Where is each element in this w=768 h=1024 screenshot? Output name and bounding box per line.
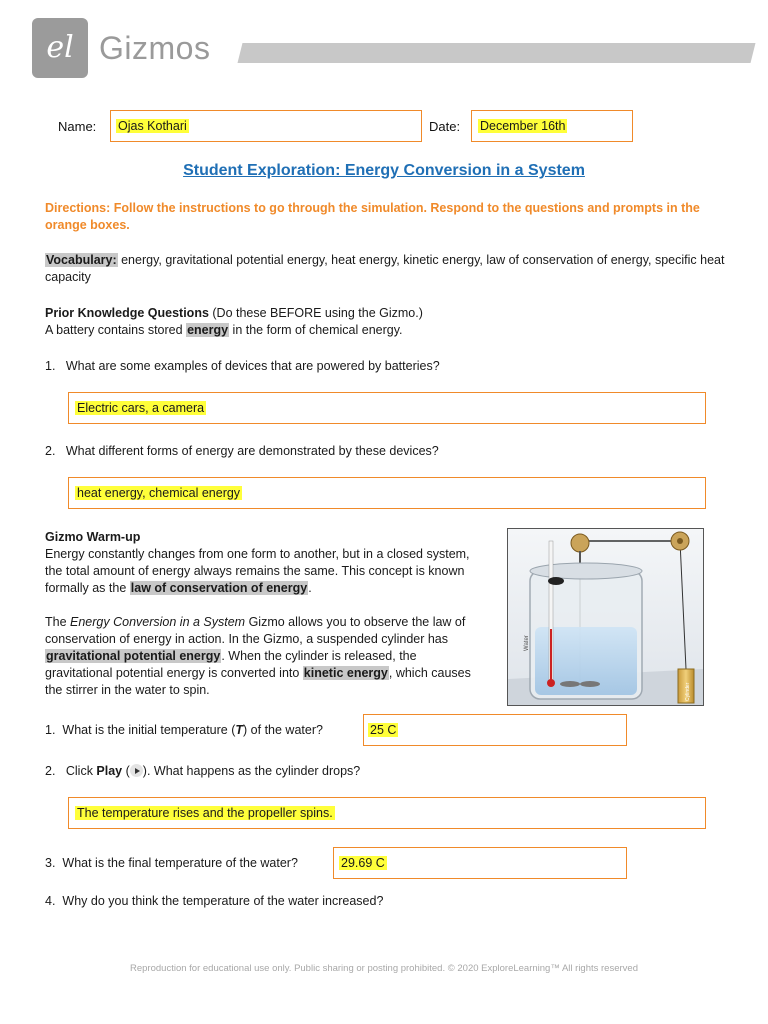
cylinder-label: Cylinder [685,682,691,701]
header-bar [238,43,756,63]
question-number: 2. [45,764,56,778]
vocabulary-label: Vocabulary: [46,253,117,267]
question-text: What are some examples of devices that are powered by batteries? [65,359,440,373]
question-text-paren: ( [122,764,130,778]
pk-answer-2-field[interactable] [68,477,706,509]
date-field[interactable] [471,110,633,142]
question-number: 2. [45,444,56,458]
name-field[interactable] [110,110,422,142]
brand-name: Gizmos [99,30,211,66]
footer-notice: Reproduction for educational use only. Public sharing or posting prohibited. © 2020 ExploreLearning™ All rights reserved [130,963,638,974]
water-label: Water [524,635,530,651]
warmup-p2-b: . When the cylinder is released, the gravitational potential energy is converted into [45,649,417,680]
gizmo-figure [507,528,704,706]
warmup-answer-3-field[interactable] [333,847,627,879]
name-label: Name: [58,119,97,134]
question-text: What is the final temperature of the water? [62,856,298,870]
battery-text: A battery contains stored [45,323,187,337]
temperature-var: T [235,723,244,737]
question-number: 4. [45,894,56,908]
question-text: Why do you think the temperature of the water increased? [62,894,384,908]
warmup-p2-c: , which causes the stirrer in the water to spin. [45,666,471,697]
warmup-answer-2: The temperature rises and the propeller spins. [77,806,333,820]
question-text-end: ) of the water? [243,723,323,737]
question-number: 1. [45,723,56,737]
question-number: 1. [45,359,56,373]
warmup-heading: Gizmo Warm-up [45,530,141,544]
warmup-question-2 [45,764,360,778]
vocabulary-text: energy, gravitational potential energy, heat energy, kinetic energy, law of conservation of energy, specific heat capacity [45,253,725,284]
date-value: December 16th [480,119,566,133]
date-label: Date: [429,119,461,134]
directions: Directions: Follow the instructions to go through the simulation. Respond to the questions and prompts in the orange boxes. [45,201,700,232]
warmup-p1-end: . [308,581,312,595]
pk-question-2 [45,444,439,458]
warmup-section [45,529,475,699]
question-text-end: ). What happens as the cylinder drops? [142,764,361,778]
pk-answer-1: Electric cars, a camera [77,401,205,415]
gizmos-logo [32,18,88,78]
question-text: What is the initial temperature ( [62,723,236,737]
pk-answer-1-field[interactable] [68,392,706,424]
gizmo-name: Energy Conversion in a System [70,615,246,629]
law-term: law of conservation of energy [130,581,308,595]
warmup-answer-1: 25 C [370,723,397,737]
warmup-question-4 [45,894,383,908]
warmup-p2-a: Gizmo allows you to observe the law of conservation of energy in action. In the Gizmo, a suspended cylinder has [45,615,466,646]
gizmo-illustration [508,529,703,705]
page-title: Student Exploration: Energy Conversion in a System [183,162,585,179]
battery-text-end: in the form of chemical energy. [229,323,403,337]
prior-knowledge-heading: Prior Knowledge Questions [45,306,209,320]
warmup-answer-1-field[interactable] [363,714,627,746]
name-value: Ojas Kothari [118,119,187,133]
warmup-answer-3: 29.69 C [341,856,385,870]
pk-question-1 [45,359,440,373]
gpe-term: gravitational potential energy [46,649,221,663]
warmup-p1: Energy constantly changes from one form to another, but in a closed system, the total amount of energy always remains the same. This concept is known formally as the [45,547,470,595]
warmup-answer-2-field[interactable] [68,797,706,829]
play-label: Play [96,764,123,778]
warmup-question-3 [45,856,298,870]
prior-knowledge [45,305,725,339]
warmup-question-1 [45,723,323,737]
pk-answer-2: heat energy, chemical energy [77,486,241,500]
vocabulary [45,252,725,286]
question-text: Click [65,764,97,778]
question-number: 3. [45,856,56,870]
prior-knowledge-note: (Do these BEFORE using the Gizmo.) [208,306,423,320]
question-text: What different forms of energy are demonstrated by these devices? [65,444,439,458]
warmup-p2-start: The [45,615,71,629]
logo-mark: el [46,30,74,65]
energy-term: energy [187,323,229,337]
play-icon [130,764,143,777]
ke-term: kinetic energy [303,666,388,680]
